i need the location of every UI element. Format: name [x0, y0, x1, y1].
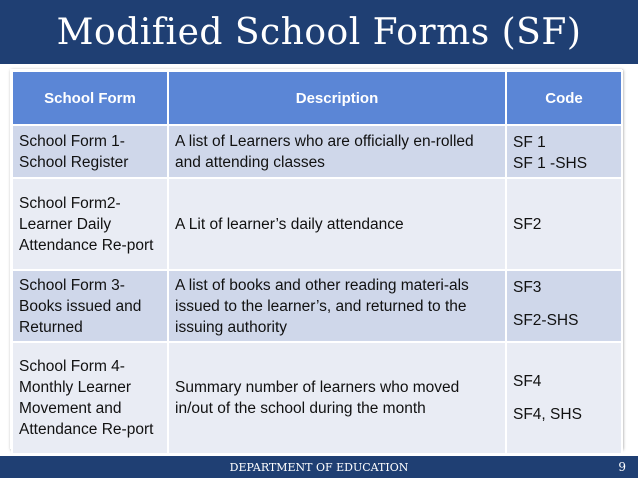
footer-department: DEPARTMENT OF EDUCATION — [229, 461, 409, 474]
header-description: Description — [168, 71, 506, 125]
code-value: SF4, SHS — [513, 406, 582, 423]
code-value: SF 1 -SHS — [513, 155, 588, 172]
page-number: 9 — [618, 460, 626, 474]
table-header-row — [12, 71, 622, 125]
table-row — [12, 342, 622, 454]
school-forms-table — [11, 70, 623, 455]
code-value: SF 1 — [513, 134, 546, 151]
form-name-cell: School Form 3- Books issued and Returned — [12, 270, 168, 342]
description-cell: A Lit of learner’s daily attendance — [168, 178, 506, 270]
table-row — [12, 270, 622, 342]
description-cell: Summary number of learners who moved in/out of the school during the month — [168, 342, 506, 454]
code-cell — [506, 178, 622, 270]
header-school-form: School Form — [12, 71, 168, 125]
code-value: SF3 — [513, 279, 542, 296]
table-row — [12, 178, 622, 270]
code-cell — [506, 125, 622, 178]
code-cell — [506, 342, 622, 454]
code-value: SF2 — [513, 215, 542, 233]
school-forms-table-container — [10, 69, 622, 449]
description-cell: A list of Learners who are officially en-rolled and attending classes — [168, 125, 506, 178]
table-row — [12, 125, 622, 178]
form-name-cell: School Form 1- School Register — [12, 125, 168, 178]
title-bar — [0, 0, 638, 64]
form-name-cell: School Form2- Learner Daily Attendance Re-port — [12, 178, 168, 270]
footer-bar — [0, 456, 638, 478]
form-name-cell: School Form 4- Monthly Learner Movement and Attendance Re-port — [12, 342, 168, 454]
code-value: SF2-SHS — [513, 312, 579, 329]
slide-title: Modified School Forms (SF) — [56, 11, 582, 53]
header-code: Code — [506, 71, 622, 125]
code-value: SF4 — [513, 373, 542, 390]
description-cell: A list of books and other reading materi-als issued to the learner’s, and returned to the issuing authority — [168, 270, 506, 342]
code-cell — [506, 270, 622, 342]
